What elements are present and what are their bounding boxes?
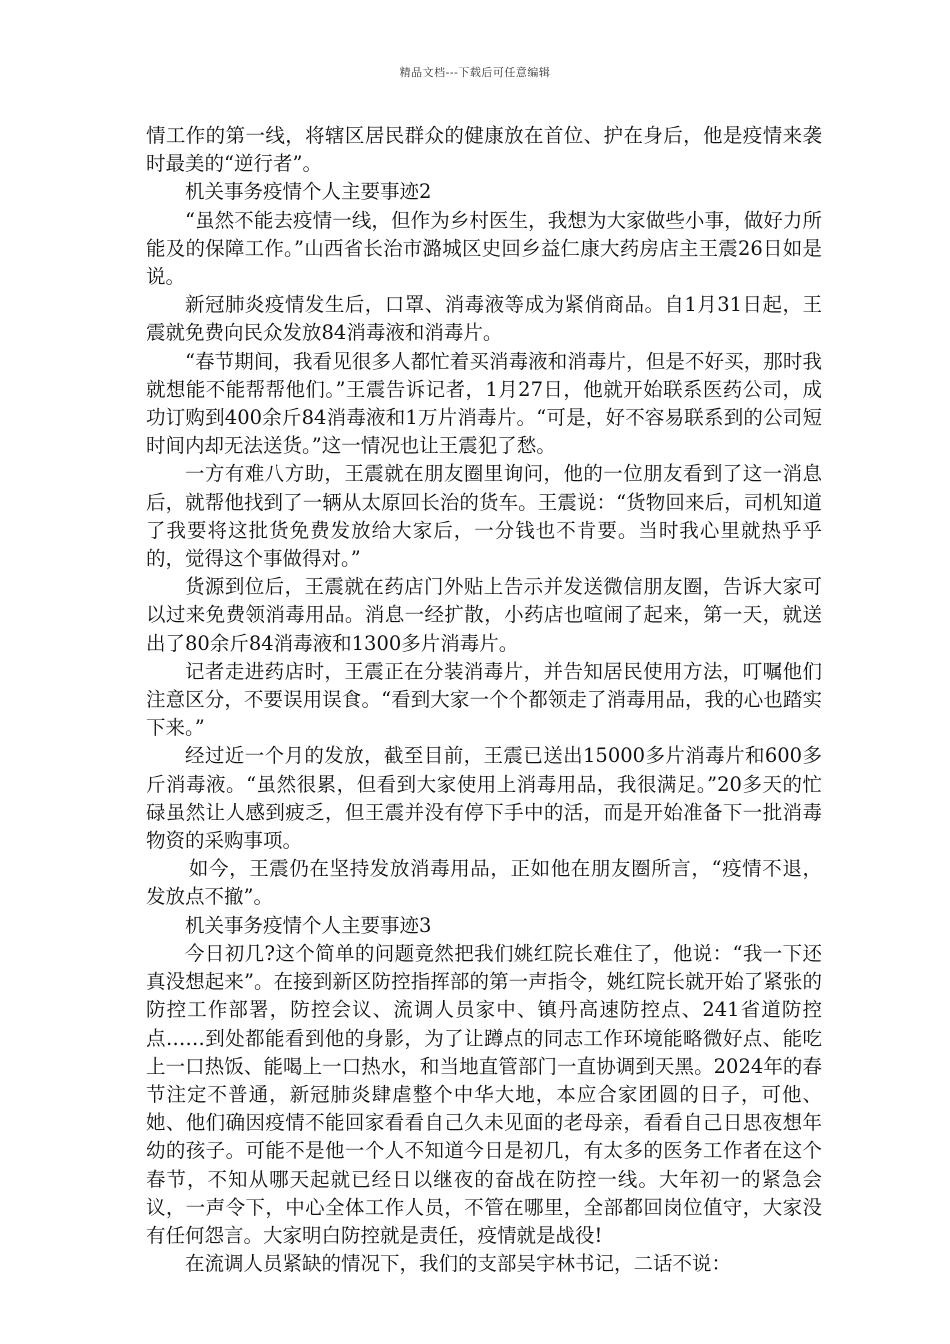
paragraph: 经过近一个月的发放，截至目前，王震已送出15000多片消毒片和600多斤消毒液。“虽然很累，但看到大家使用上消毒用品，我很满足。”20多天的忙碌虽然让人感到疲乏，但王震并没有停下手中的活，而是开始准备下一批消毒物资的采购事项。 [146,744,822,853]
paragraph: 情工作的第一线，将辖区居民群众的健康放在首位、护在身后，他是疫情来袭时最美的“逆行者”。 [146,124,822,176]
paragraph: “虽然不能去疫情一线，但作为乡村医生，我想为大家做些小事，做好力所能及的保障工作。”山西省长治市潞城区史回乡益仁康大药房店主王震26日如是说。 [146,208,822,289]
section-heading: 机关事务疫情个人主要事迹2 [185,180,432,204]
document-body [146,122,822,1278]
paragraph: 货源到位后，王震就在药店门外贴上告示并发送微信朋友圈，告诉大家可以过来免费领消毒用品。消息一经扩散，小药店也喧闹了起来，第一天，就送出了80余斤84消毒液和1300多片消毒片。 [146,575,822,655]
paragraph: “春节期间，我看见很多人都忙着买消毒液和消毒片，但是不好买，那时我就想能不能帮帮他们。”王震告诉记者，1月27日，他就开始联系医药公司，成功订购到400余斤84消毒液和1万片消毒片。“可是，好不容易联系到的公司短时间内却无法送货。”这一情况也让王震犯了愁。 [146,349,822,458]
paragraph: 新冠肺炎疫情发生后，口罩、消毒液等成为紧俏商品。自1月31日起，王震就免费向民众发放84消毒液和消毒片。 [146,293,822,345]
paragraph: 在流调人员紧缺的情况下，我们的支部吴宇林书记，二话不说： [185,1252,732,1276]
paragraph: 记者走进药店时，王震正在分装消毒片，并告知居民使用方法，叮嘱他们注意区分，不要误用误食。“看到大家一个个都领走了消毒用品，我的心也踏实下来。” [146,659,822,740]
paragraph: 今日初几?这个简单的问题竟然把我们姚红院长难住了，他说：“我一下还真没想起来”。在接到新区防控指挥部的第一声指令，姚红院长就开始了紧张的防控工作部署，防控会议、流调人员家中、镇丹高速防控点、241省道防控点……到处都能看到他的身影，为了让蹲点的同志工作环境能略微好点、能吃上一口热饭、能喝上一口热水，和当地直管部门一直协调到天黑。2024年的春节注定不普通，新冠肺炎肆虐整个中华大地，本应合家团圆的日子，可他、她、他们确因疫情不能回家看看自己久未见面的老母亲，看看自己日思夜想年幼的孩子。可能不是他一个人不知道今日是初几，有太多的医务工作者在这个春节，不知从哪天起就已经日以继夜的奋战在防控一线。大年初一的紧急会议，一声令下，中心全体工作人员，不管在哪里，全部都回岗位值守，大家没有任何怨言。大家明白防控就是责任，疫情就是战役! [146,941,822,1247]
page-header: 精品文档---下载后可任意编辑 [399,66,551,79]
section-heading: 机关事务疫情个人主要事迹3 [185,913,432,937]
paragraph: 如今，王震仍在坚持发放消毒用品，正如他在朋友圈所言，“疫情不退，发放点不撤”。 [146,857,822,909]
paragraph: 一方有难八方助，王震就在朋友圈里询问，他的一位朋友看到了这一消息后，就帮他找到了一辆从太原回长治的货车。王震说：“货物回来后，司机知道了我要将这批货免费发放给大家后，一分钱也不肯要。当时我心里就热乎乎的，觉得这个事做得对。” [146,462,822,571]
